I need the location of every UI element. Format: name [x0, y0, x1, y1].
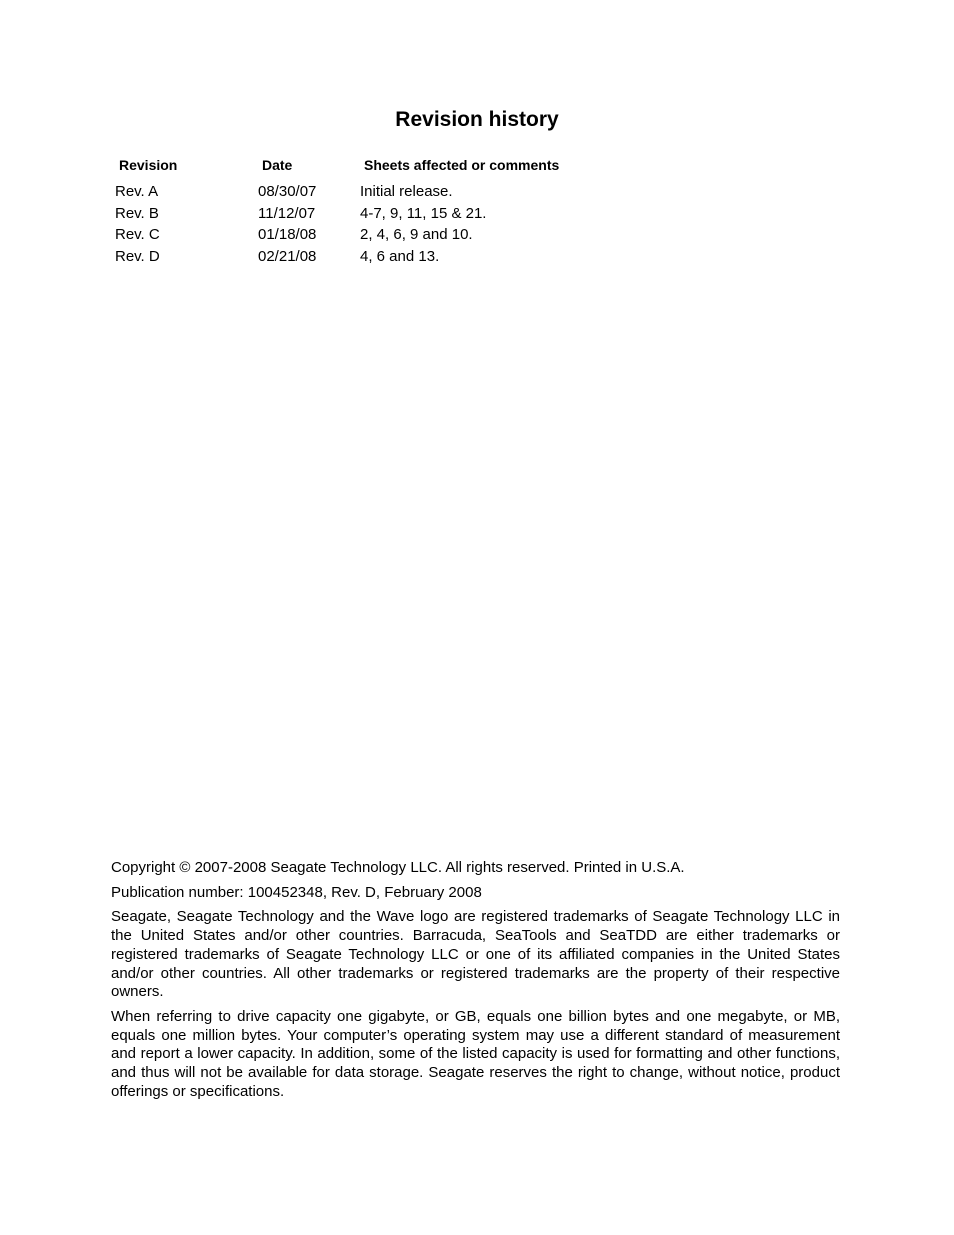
- table-row: [111, 246, 624, 268]
- comments-cell: 2, 4, 6, 9 and 10.: [360, 226, 473, 244]
- copyright-notice: Copyright © 2007-2008 Seagate Technology LLC. All rights reserved. Printed in U.S.A.: [111, 859, 685, 876]
- revision-table: [111, 155, 624, 268]
- header-revision: Revision: [119, 157, 178, 173]
- table-row: [111, 224, 624, 246]
- comments-cell: 4, 6 and 13.: [360, 247, 440, 265]
- table-row: [111, 203, 624, 225]
- date-cell: 11/12/07: [258, 204, 316, 222]
- page-title: Revision history: [395, 108, 559, 131]
- table-row: [111, 181, 624, 203]
- date-cell: 01/18/08: [258, 226, 317, 244]
- revision-cell: Rev. C: [115, 226, 160, 244]
- capacity-notice: When referring to drive capacity one gigabyte, or GB, equals one billion bytes and one megabyte, or MB, equals one million bytes. Your computer’s operating system may use a different standard of measurement and report a lower capacity. In addition, some of the listed capacity is used for formatting and other functions, and thus will not be available for data storage. Seagate reserves the right to change, without notice, product offerings or specifications.: [111, 1007, 840, 1100]
- header-date: Date: [262, 157, 293, 173]
- revision-cell: Rev. B: [115, 204, 159, 222]
- header-comments: Sheets affected or comments: [364, 157, 560, 173]
- date-cell: 02/21/08: [258, 247, 317, 265]
- table-header-row: [111, 155, 624, 181]
- comments-cell: 4-7, 9, 11, 15 & 21.: [360, 204, 487, 222]
- trademarks-notice: Seagate, Seagate Technology and the Wave logo are registered trademarks of Seagate Technology LLC in the United States and/or other countries. Barracuda, SeaTools and SeaTDD are either trademarks or registered trademarks of Seagate Technology LLC or one of its affiliated companies in the United States and/or other countries. All other trademarks or registered trademarks are the property of their respective owners.: [111, 908, 840, 1001]
- legal-footer: [111, 859, 840, 1107]
- publication-number: Publication number: 100452348, Rev. D, February 2008: [111, 883, 482, 901]
- comments-cell: Initial release.: [360, 182, 453, 200]
- revision-cell: Rev. D: [115, 247, 160, 265]
- revision-cell: Rev. A: [115, 182, 159, 200]
- date-cell: 08/30/07: [258, 182, 317, 200]
